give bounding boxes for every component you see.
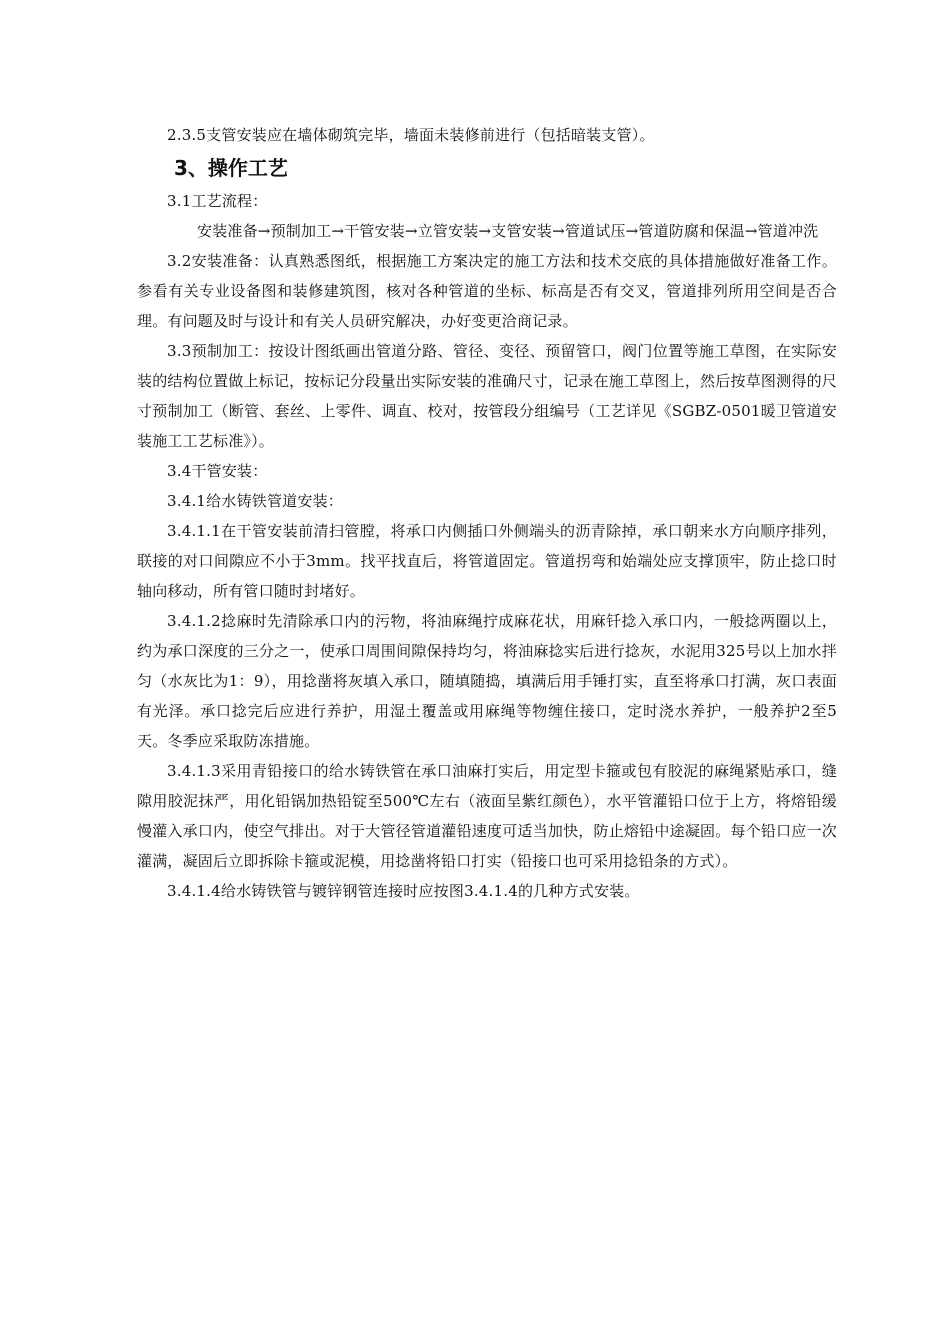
- paragraph-3-4-1-1: 3.4.1.1在干管安装前清扫管膛，将承口内侧插口外侧端头的沥青除掉，承口朝来水方向顺序排列，联接的对口间隙应不小于3mm。找平找直后，将管道固定。管道拐弯和始端处应支撑顶牢，防止捻口时轴向移动，所有管口随时封堵好。: [137, 522, 837, 600]
- paragraph-3-4-1: 3.4.1给水铸铁管道安装：: [167, 492, 343, 510]
- paragraph-3-3: 3.3预制加工：按设计图纸画出管道分路、管径、变径、预留管口，阀门位置等施工草图，在实际安装的结构位置做上标记，按标记分段量出实际安装的准确尺寸，记录在施工草图上，然后按草图测得的尺寸预制加工（断管、套丝、上零件、调直、校对，按管段分组编号（工艺详见《SGBZ-0501暖卫管道安装施工工艺标准》）。: [137, 342, 837, 450]
- paragraph-3-1: 3.1工艺流程：: [167, 192, 268, 210]
- document-body: [137, 120, 837, 906]
- paragraph-3-4-1-3: 3.4.1.3采用青铅接口的给水铸铁管在承口油麻打实后，用定型卡箍或包有胶泥的麻绳紧贴承口，缝隙用胶泥抹严，用化铅锅加热铅锭至500℃左右（液面呈紫红颜色），水平管灌铅口位于上方，将熔铅缓慢灌入承口内，使空气排出。对于大管径管道灌铅速度可适当加快，防止熔铅中途凝固。每个铅口应一次灌满，凝固后立即拆除卡箍或泥模，用捻凿将铅口打实（铅接口也可采用捻铅条的方式）。: [137, 762, 837, 870]
- paragraph-process-flow: 安装准备→预制加工→干管安装→立管安装→支管安装→管道试压→管道防腐和保温→管道冲洗: [197, 222, 819, 240]
- paragraph-3-2: 3.2安装准备：认真熟悉图纸，根据施工方案决定的施工方法和技术交底的具体措施做好准备工作。参看有关专业设备图和装修建筑图，核对各种管道的坐标、标高是否有交叉，管道排列所用空间是否合理。有问题及时与设计和有关人员研究解决，办好变更洽商记录。: [137, 252, 837, 330]
- section-title: 3、操作工艺: [174, 156, 288, 180]
- paragraph-2-3-5: 2.3.5支管安装应在墙体砌筑完毕，墙面未装修前进行（包括暗装支管）。: [167, 126, 655, 144]
- paragraph-3-4-1-2: 3.4.1.2捻麻时先清除承口内的污物，将油麻绳拧成麻花状，用麻钎捻入承口内，一般捻两圈以上，约为承口深度的三分之一，使承口周围间隙保持均匀，将油麻捻实后进行捻灰，水泥用325号以上加水拌匀（水灰比为1：9），用捻凿将灰填入承口，随填随捣，填满后用手锤打实，直至将承口打满，灰口表面有光泽。承口捻完后应进行养护，用湿土覆盖或用麻绳等物缠住接口，定时浇水养护，一般养护2至5天。冬季应采取防冻措施。: [137, 612, 837, 750]
- paragraph-3-4: 3.4干管安装：: [167, 462, 268, 480]
- paragraph-3-4-1-4: 3.4.1.4给水铸铁管与镀锌钢管连接时应按图3.4.1.4的几种方式安装。: [167, 882, 640, 900]
